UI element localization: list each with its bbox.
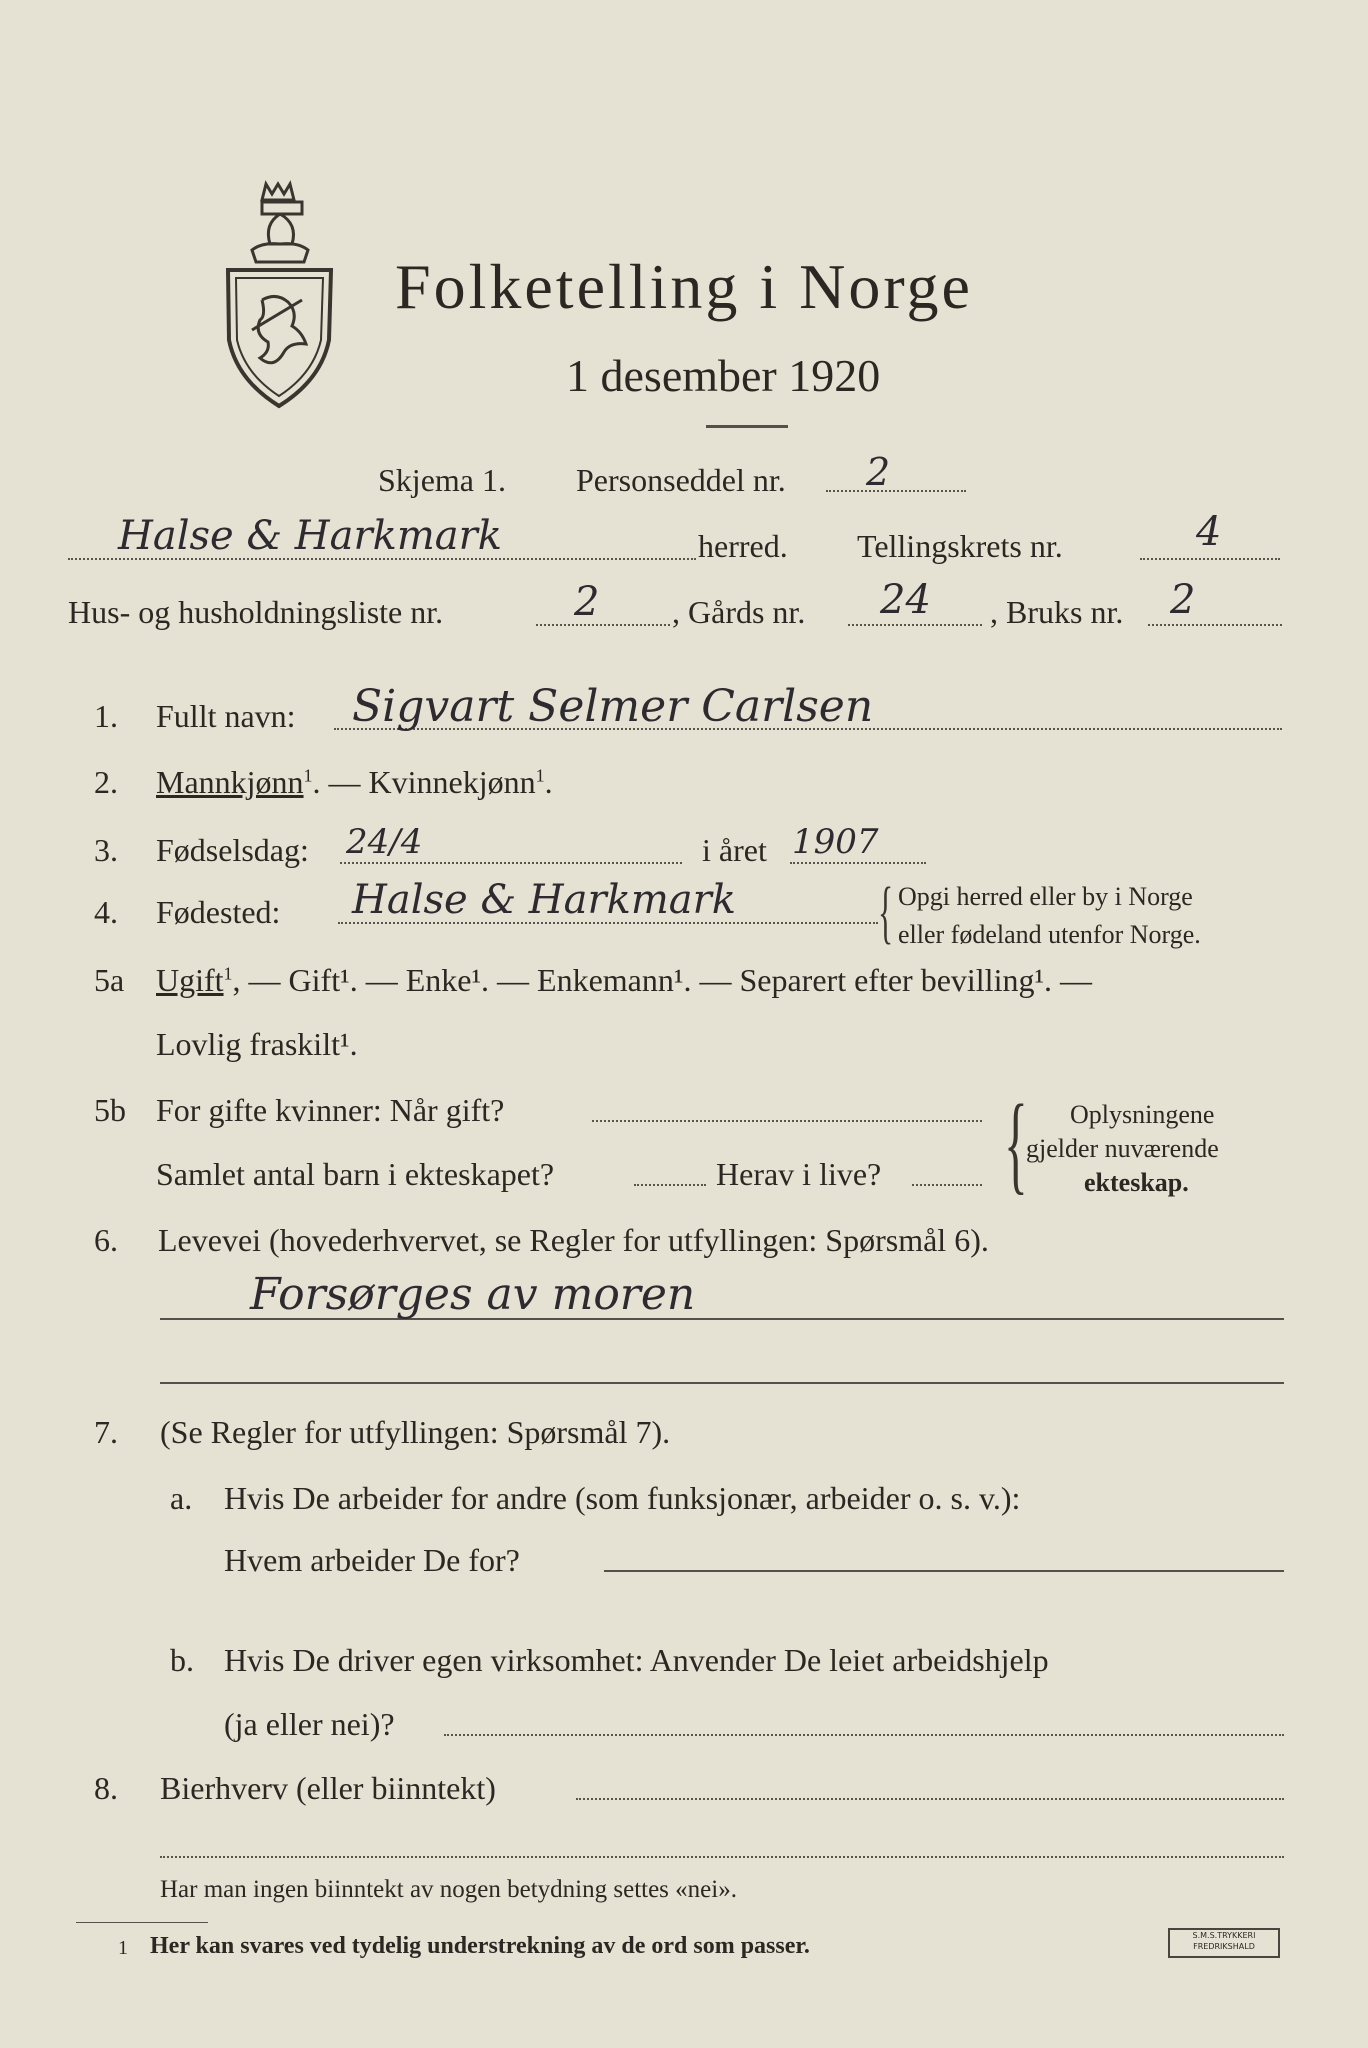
q5b-alive-label: Herav i live? bbox=[716, 1156, 882, 1192]
q8-number: 8. bbox=[94, 1770, 118, 1806]
footnote-divider bbox=[76, 1922, 208, 1923]
q5b-note-line3: ekteskap. bbox=[1084, 1168, 1189, 1197]
q7a-employer-label: Hvem arbeider De for? bbox=[224, 1542, 520, 1578]
full-name-value[interactable]: Sigvart Selmer Carlsen bbox=[352, 681, 874, 732]
q7-number: 7. bbox=[94, 1414, 118, 1450]
q3-number: 3. bbox=[94, 832, 118, 868]
q7b-field-line[interactable] bbox=[444, 1734, 1284, 1736]
q8-label: Bierhverv (eller biinntekt) bbox=[160, 1770, 496, 1806]
q7a-label: Hvis De arbeider for andre (som funksjonær, arbeider o. s. v.): bbox=[224, 1480, 1021, 1516]
q4-note-line1: Opgi herred eller by i Norge bbox=[898, 882, 1193, 911]
husliste-label: Hus- og husholdningsliste nr. bbox=[68, 594, 444, 630]
q5b-note-line1: Oplysningene bbox=[1070, 1100, 1215, 1129]
printer-stamp: S.M.S.TRYKKERI FREDRIKSHALD bbox=[1168, 1928, 1280, 1958]
gards-label: , Gårds nr. bbox=[672, 594, 806, 630]
husliste-field-line bbox=[536, 624, 670, 626]
q6-number: 6. bbox=[94, 1222, 118, 1258]
q6-field-line-2 bbox=[160, 1382, 1284, 1384]
q8-field-line-2[interactable] bbox=[160, 1856, 1284, 1858]
birthdate-value[interactable]: 24/4 bbox=[346, 822, 423, 862]
q3-field-line bbox=[340, 862, 682, 864]
footnote-text: Her kan svares ved tydelig understrekning av de ord som passer. bbox=[150, 1933, 810, 1959]
q5a-options: Ugift$^1$, — Gift¹. — Enke¹. — Enkemann¹. — Separert efter bevilling¹. — bbox=[156, 962, 1093, 998]
q7b-letter: b. bbox=[170, 1642, 194, 1678]
skjema-label: Skjema 1. bbox=[378, 462, 506, 498]
q3-label: Fødselsdag: bbox=[156, 832, 309, 868]
q2-number: 2. bbox=[94, 764, 118, 800]
q7a-field-line[interactable] bbox=[604, 1570, 1284, 1572]
q5b-label: For gifte kvinner: Når gift? bbox=[156, 1092, 505, 1128]
gards-value[interactable]: 24 bbox=[880, 577, 931, 623]
q5b-alive-field-line bbox=[912, 1184, 982, 1186]
q7-label: (Se Regler for utfyllingen: Spørsmål 7). bbox=[160, 1414, 671, 1450]
q5b-married-field-line bbox=[592, 1120, 982, 1122]
census-date: 1 desember 1920 bbox=[566, 350, 881, 401]
q2-options: Mannkjønn$^1$. — Kvinnekjønn$^1$. bbox=[156, 764, 553, 800]
gender-female-option[interactable]: Kvinnekjønn bbox=[368, 764, 536, 800]
personseddel-value[interactable]: 2 bbox=[866, 450, 891, 494]
q4-number: 4. bbox=[94, 894, 118, 930]
q7b-label: Hvis De driver egen virksomhet: Anvender De leiet arbeidshjelp bbox=[224, 1642, 1049, 1678]
q5a-line2[interactable]: Lovlig fraskilt¹. bbox=[156, 1026, 358, 1062]
q1-label: Fullt navn: bbox=[156, 698, 296, 734]
q8-field-line-1[interactable] bbox=[576, 1798, 1284, 1800]
q7a-letter: a. bbox=[170, 1480, 193, 1516]
tellingskrets-field-line bbox=[1140, 558, 1280, 560]
q5b-note-line2: gjelder nuværende bbox=[1026, 1134, 1219, 1163]
q1-number: 1. bbox=[94, 698, 118, 734]
q4-label: Fødested: bbox=[156, 894, 281, 930]
page-title: Folketelling i Norge bbox=[395, 251, 973, 322]
q5b-children-field-line bbox=[634, 1184, 706, 1186]
personseddel-field-line bbox=[826, 490, 966, 492]
q3-year-label: i året bbox=[702, 832, 767, 868]
q6-label: Levevei (hovederhvervet, se Regler for utfyllingen: Spørsmål 6). bbox=[158, 1222, 989, 1258]
husliste-value[interactable]: 2 bbox=[574, 579, 600, 625]
q5b-children-label: Samlet antal barn i ekteskapet? bbox=[156, 1156, 555, 1192]
title-divider bbox=[706, 425, 788, 428]
footnote-number: 1 bbox=[118, 1937, 128, 1959]
bruks-value[interactable]: 2 bbox=[1170, 577, 1196, 623]
birth-year-value[interactable]: 1907 bbox=[792, 822, 879, 862]
tellingskrets-label: Tellingskrets nr. bbox=[857, 528, 1063, 564]
gender-male-option[interactable]: Mannkjønn bbox=[156, 764, 304, 800]
census-form-page: Folketelling i Norge 1 desember 1920 Skjema 1. Personseddel nr. 2 Halse & Harkmark herred. Tellingskrets nr. 4 Hus- og husholdningsliste nr. 2 , Gårds nr. 24 , Bruks nr. 2 1. Fullt navn: Sigvart Selmer Carlsen 2. Mannkjønn$^1$. — Kvinnekjønn$^1$. 3. Fødselsdag: 24/4 i året 1907 4. Fødested: Halse & Harkmark { Opgi herred eller by i Norge eller fødeland utenfor Norge. 5a Ugift$^1$, — Gift¹. — Enke¹. — Enkemann¹. — Separert efter bevilling¹. — Lovlig fraskilt¹. 5b For gifte kvinner: Når gift? Samlet antal barn i ekteskapet? Herav i live? { Oplysningene gjelder nuværende ekteskap. 6. Levevei (hovederhvervet, se Regler for utfyllingen: Spørsmål 6). Forsørges av moren 7. (Se Regler for utfyllingen: Spørsmål 7). a. Hvis De arbeider for andre (som funksjonær, arbeider o. s. v.): Hvem arbeider De for? b. Hvis De driver egen virksomhet: Anvender De leiet arbeidshjelp (ja eller nei)? 8. Bierhverv (eller biinntekt) Har man ingen biinntekt av nogen betydning settes «nei». 1 Her kan svares ved tydelig understrekning av de ord som passer. S.M.S.TRYKKERI FREDRIKSHALD bbox=[0, 0, 1368, 2048]
birthplace-value[interactable]: Halse & Harkmark bbox=[352, 877, 736, 923]
bruks-field-line bbox=[1148, 624, 1282, 626]
norwegian-coat-of-arms-icon bbox=[222, 180, 337, 410]
marital-ugift-option[interactable]: Ugift bbox=[156, 962, 224, 998]
personseddel-label: Personseddel nr. bbox=[576, 462, 786, 498]
q5b-number: 5b bbox=[94, 1092, 126, 1128]
q5a-number: 5a bbox=[94, 962, 125, 998]
livelihood-value[interactable]: Forsørges av moren bbox=[250, 1269, 696, 1320]
q7b-yesno-label: (ja eller nei)? bbox=[224, 1706, 395, 1742]
q8-note: Har man ingen biinntekt av nogen betydning settes «nei». bbox=[160, 1876, 737, 1903]
gards-field-line bbox=[848, 624, 982, 626]
q3-year-field-line bbox=[790, 862, 926, 864]
herred-value[interactable]: Halse & Harkmark bbox=[118, 513, 502, 559]
bruks-label: , Bruks nr. bbox=[990, 594, 1124, 630]
q4-note-line2: eller fødeland utenfor Norge. bbox=[898, 920, 1201, 949]
tellingskrets-value[interactable]: 4 bbox=[1196, 509, 1222, 555]
herred-label: herred. bbox=[698, 528, 788, 564]
